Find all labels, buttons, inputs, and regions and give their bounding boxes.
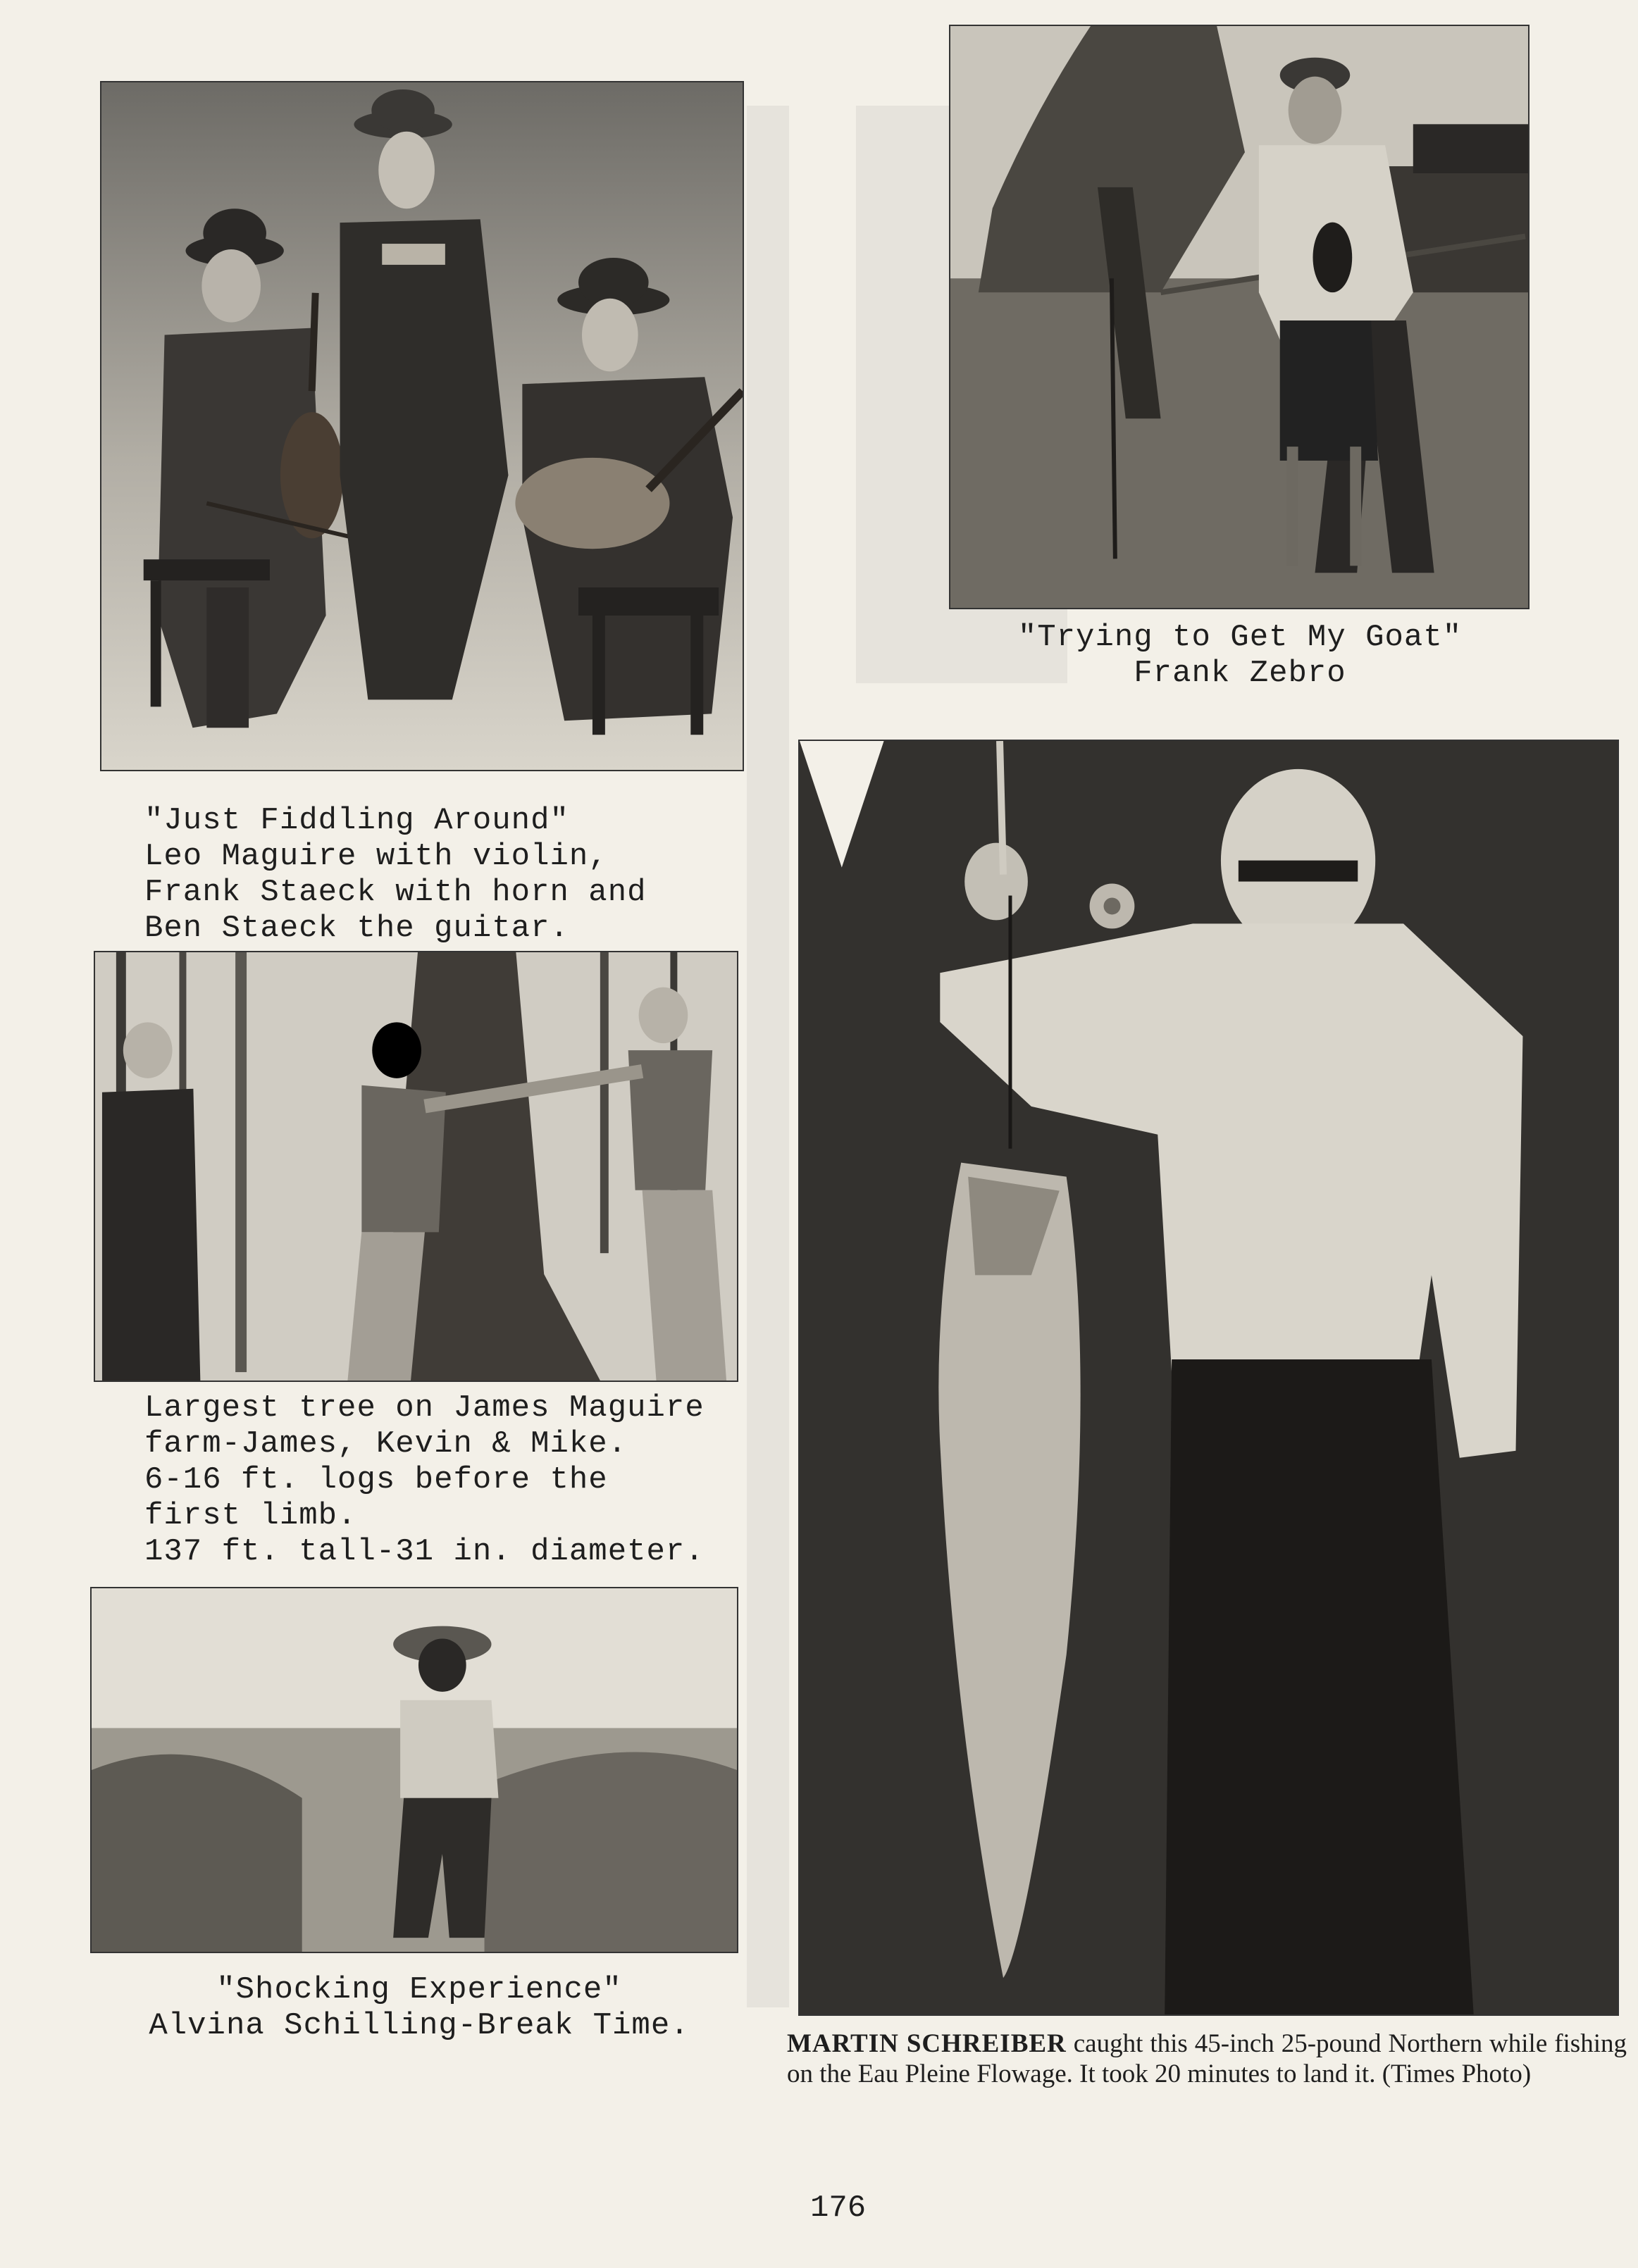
caption-line: Ben Staeck the guitar.: [144, 911, 569, 946]
caption-name: MARTIN SCHREIBER: [787, 2029, 1067, 2058]
photo-largest-tree: [94, 951, 738, 1382]
photo-shocking-experience: [90, 1587, 738, 1953]
caption-largest-tree: [144, 1390, 705, 1570]
scan-shadow: [747, 106, 789, 2007]
caption-line: Alvina Schilling-Break Time.: [149, 2008, 690, 2043]
caption-fiddling-around: [144, 803, 647, 947]
caption-line: "Trying to Get My Goat": [1017, 620, 1463, 655]
goat-photo-image: [950, 26, 1528, 608]
caption-line: "Just Fiddling Around": [144, 803, 569, 838]
page-number: 176: [810, 2191, 867, 2226]
photo-fiddling-around: [100, 81, 744, 771]
caption-get-my-goat: [951, 620, 1529, 692]
caption-line: Frank Staeck with horn and: [144, 875, 647, 910]
fish-photo-image: [800, 741, 1618, 2014]
photo-martin-schreiber: [798, 740, 1619, 2016]
caption-line: first limb.: [144, 1498, 357, 1533]
caption-text: caught this 45-inch 25-pound Northern while fishing on the Eau Pleine Flowage. It took 20 minutes to land it. (Times Photo): [787, 2029, 1627, 2088]
caption-line: 6-16 ft. logs before the: [144, 1462, 608, 1497]
fiddling-photo-image: [101, 82, 743, 770]
caption-line: Leo Maguire with violin,: [144, 839, 608, 874]
caption-shocking-experience: [92, 1972, 747, 2044]
photo-get-my-goat: [949, 25, 1530, 609]
caption-line: Largest tree on James Maguire: [144, 1390, 705, 1426]
tree-photo-image: [95, 952, 737, 1381]
caption-line: "Shocking Experience": [216, 1972, 622, 2007]
shocking-photo-image: [92, 1588, 737, 1952]
caption-line: farm-James, Kevin & Mike.: [144, 1426, 628, 1462]
caption-line: 137 ft. tall-31 in. diameter.: [144, 1534, 705, 1569]
caption-line: Frank Zebro: [1134, 656, 1346, 691]
caption-martin-schreiber: [787, 2029, 1627, 2089]
